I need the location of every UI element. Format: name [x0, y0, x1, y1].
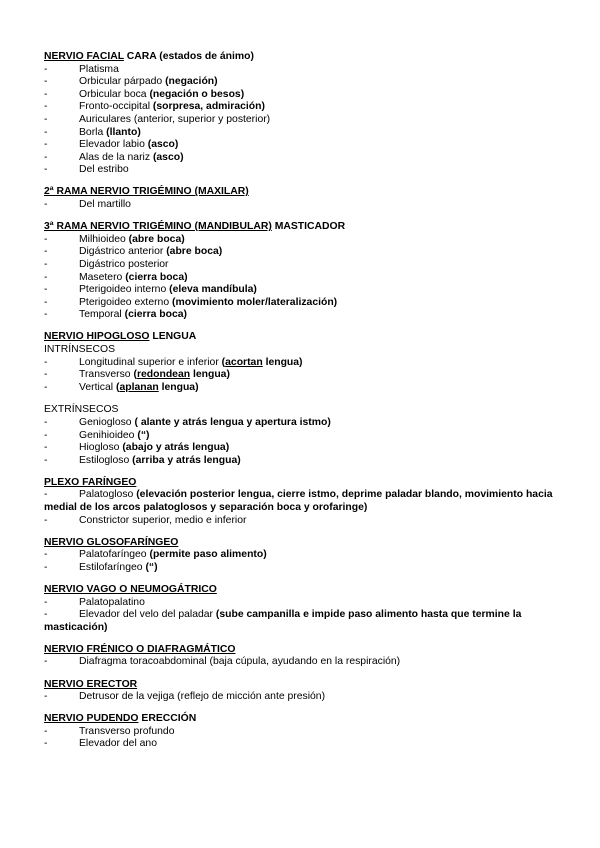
- list-item: - Digástrico anterior (abre boca): [44, 246, 223, 258]
- bullet-dash: -: [44, 725, 48, 737]
- section-nervio-frenico: [44, 644, 558, 669]
- list-item: - Masetero (cierra boca): [44, 271, 188, 283]
- list-item: - Borla (llanto): [44, 126, 141, 138]
- bullet-dash: -: [44, 738, 48, 750]
- list-item: - Longitudinal superior e inferior (acortan lengua): [44, 356, 303, 368]
- list-item: - Constrictor superior, medio e inferior: [44, 514, 247, 526]
- section-heading: NERVIO PUDENDO ERECCIÓN: [44, 713, 197, 725]
- document-page: [44, 51, 558, 761]
- section-nervio-vago: [44, 584, 558, 634]
- bullet-dash: -: [44, 416, 48, 428]
- list-item: - Diafragma toracoabdominal (baja cúpula, ayudando en la respiración): [44, 656, 401, 668]
- bullet-dash: -: [44, 454, 48, 466]
- list-item: - Del estribo: [44, 164, 129, 176]
- list-item: - Estilogloso (arriba y atrás lengua): [44, 454, 241, 466]
- bullet-dash: -: [44, 139, 48, 151]
- list-item: - Transverso (redondean lengua): [44, 369, 230, 381]
- bullet-dash: -: [44, 549, 48, 561]
- list-item: - Alas de la nariz (asco): [44, 151, 184, 163]
- bullet-dash: -: [44, 514, 48, 526]
- section-heading: NERVIO VAGO O NEUMOGÁTRICO: [44, 583, 217, 595]
- muscle-list: [44, 417, 558, 467]
- section-heading: 2ª RAMA NERVIO TRIGÉMINO (MAXILAR): [44, 186, 249, 198]
- bullet-dash: -: [44, 233, 48, 245]
- bullet-dash: -: [44, 369, 48, 381]
- list-item: - Pterigoideo interno (eleva mandíbula): [44, 284, 257, 296]
- muscle-list: [44, 357, 558, 395]
- list-item: - Hiogloso (abajo y atrás lengua): [44, 442, 230, 454]
- muscle-list: [44, 656, 558, 669]
- section-nervio-pudendo: [44, 713, 558, 751]
- list-item: - Platisma: [44, 63, 119, 75]
- muscle-list: [44, 199, 558, 212]
- section-heading: NERVIO FACIAL CARA (estados de ánimo): [44, 51, 254, 62]
- bullet-dash: -: [44, 309, 48, 321]
- bullet-dash: -: [44, 656, 48, 668]
- bullet-dash: -: [44, 609, 48, 621]
- bullet-dash: -: [44, 489, 48, 501]
- muscle-list: [44, 489, 558, 527]
- bullet-dash: -: [44, 199, 48, 211]
- muscle-list: [44, 549, 558, 574]
- muscle-list: [44, 64, 558, 177]
- bullet-dash: -: [44, 246, 48, 258]
- section-heading: PLEXO FARÍNGEO: [44, 476, 137, 488]
- section-nervio-facial: [44, 51, 558, 177]
- bullet-dash: -: [44, 258, 48, 270]
- list-item: - Palatopalatino: [44, 596, 145, 608]
- bullet-dash: -: [44, 381, 48, 393]
- bullet-dash: -: [44, 442, 48, 454]
- section-trigemino-maxilar: [44, 186, 558, 211]
- bullet-dash: -: [44, 356, 48, 368]
- list-item: - Auriculares (anterior, superior y posterior): [44, 113, 271, 125]
- bullet-dash: -: [44, 126, 48, 138]
- muscle-list: [44, 234, 558, 322]
- section-heading: NERVIO FRÉNICO O DIAFRAGMÁTICO: [44, 643, 236, 655]
- list-item: - Orbicular boca (negación o besos): [44, 88, 245, 100]
- list-item: - Geniogloso ( alante y atrás lengua y apertura istmo): [44, 416, 331, 428]
- list-item: - Elevador labio (asco): [44, 139, 179, 151]
- list-item: - Genihioideo (“): [44, 429, 150, 441]
- section-nervio-glosofaringeo: [44, 537, 558, 575]
- bullet-dash: -: [44, 284, 48, 296]
- section-nervio-erector: [44, 679, 558, 704]
- list-item: - Elevador del velo del paladar (sube campanilla e impide paso alimento hasta que termine la masticación): [44, 609, 522, 633]
- muscle-list: [44, 597, 558, 635]
- section-heading: 3ª RAMA NERVIO TRIGÉMINO (MANDIBULAR) MASTICADOR: [44, 221, 346, 233]
- bullet-dash: -: [44, 561, 48, 573]
- bullet-dash: -: [44, 113, 48, 125]
- list-item: - Transverso profundo: [44, 725, 175, 737]
- section-heading: NERVIO HIPOGLOSO LENGUA: [44, 331, 197, 343]
- section-nervio-hipogloso: [44, 331, 558, 467]
- list-item: - Vertical (aplanan lengua): [44, 381, 199, 393]
- section-heading: NERVIO GLOSOFARÍNGEO: [44, 536, 179, 548]
- subheading-extrinsecos: EXTRÍNSECOS: [44, 404, 119, 416]
- section-heading: NERVIO ERECTOR: [44, 678, 138, 690]
- section-trigemino-mandibular: [44, 221, 558, 322]
- bullet-dash: -: [44, 164, 48, 176]
- list-item: - Digástrico posterior: [44, 258, 169, 270]
- bullet-dash: -: [44, 88, 48, 100]
- bullet-dash: -: [44, 691, 48, 703]
- subheading-intrinsecos: INTRÍNSECOS: [44, 343, 116, 355]
- bullet-dash: -: [44, 76, 48, 88]
- list-item: - Fronto-occipital (sorpresa, admiración): [44, 101, 265, 113]
- list-item: - Palatofaríngeo (permite paso alimento): [44, 549, 267, 561]
- bullet-dash: -: [44, 101, 48, 113]
- list-item: - Pterigoideo externo (movimiento moler/lateralización): [44, 296, 338, 308]
- bullet-dash: -: [44, 296, 48, 308]
- bullet-dash: -: [44, 151, 48, 163]
- list-item: - Palatogloso (elevación posterior lengua, cierre istmo, deprime paladar blando, movimiento hacia medial de los arcos palatoglosos y separación boca y orofaringe): [44, 489, 553, 513]
- bullet-dash: -: [44, 271, 48, 283]
- section-plexo-faringeo: [44, 477, 558, 527]
- list-item: - Elevador del ano: [44, 738, 157, 750]
- bullet-dash: -: [44, 63, 48, 75]
- list-item: - Estilofaríngeo (“): [44, 561, 158, 573]
- muscle-list: [44, 691, 558, 704]
- muscle-list: [44, 726, 558, 751]
- list-item: - Orbicular párpado (negación): [44, 76, 218, 88]
- list-item: - Detrusor de la vejiga (reflejo de micción ante presión): [44, 691, 326, 703]
- list-item: - Milhioideo (abre boca): [44, 233, 185, 245]
- bullet-dash: -: [44, 429, 48, 441]
- list-item: - Del martillo: [44, 199, 131, 211]
- bullet-dash: -: [44, 596, 48, 608]
- list-item: - Temporal (cierra boca): [44, 309, 187, 321]
